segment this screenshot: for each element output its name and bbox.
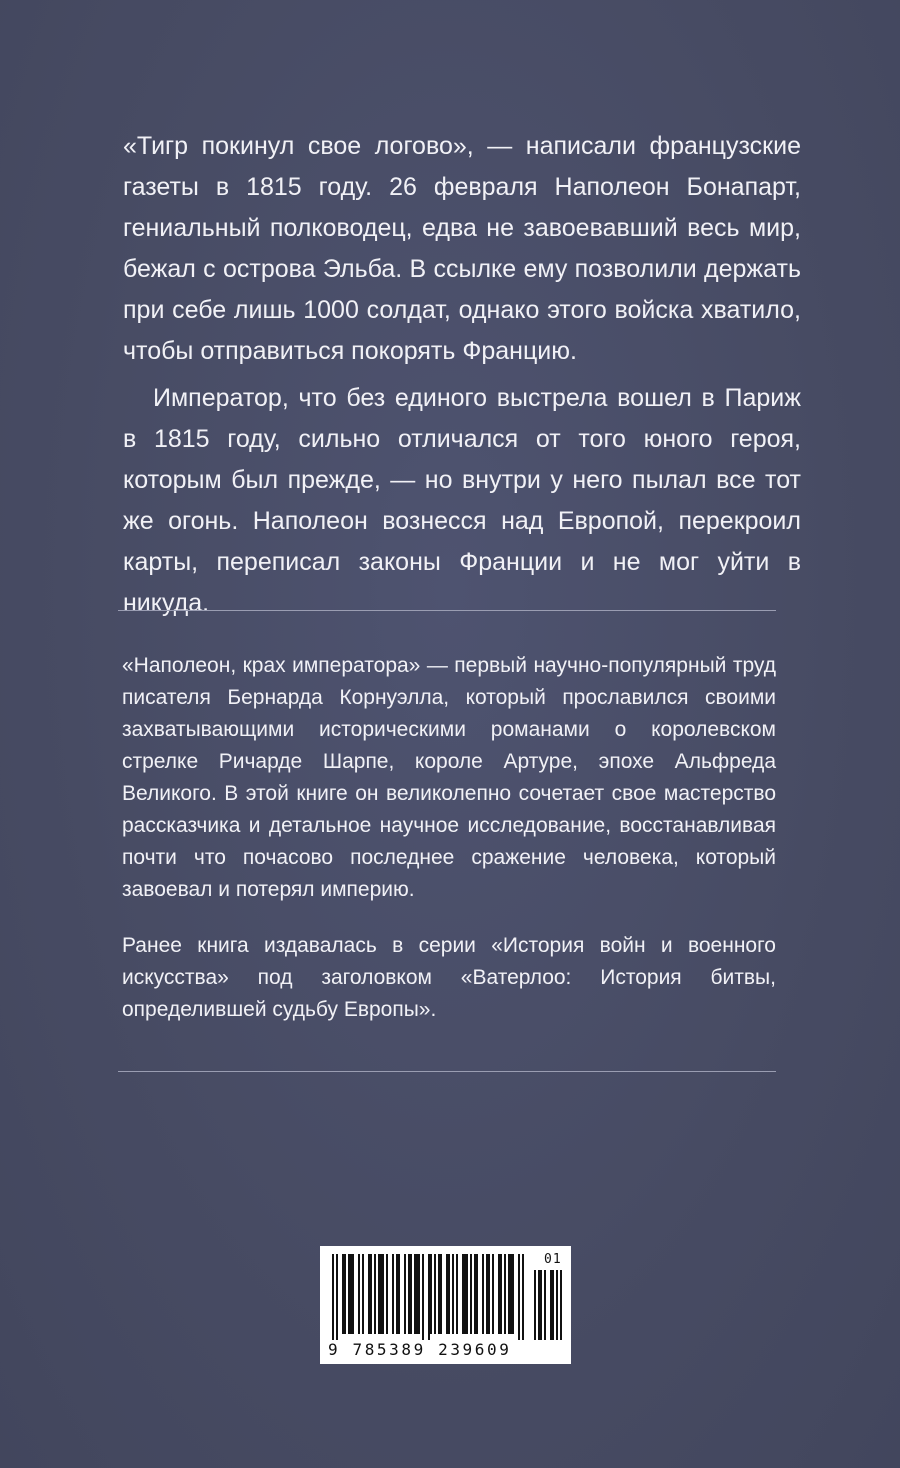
barcode-bar bbox=[474, 1254, 476, 1334]
barcode-bar bbox=[488, 1254, 490, 1334]
barcode-bar bbox=[396, 1254, 398, 1334]
barcode-bar bbox=[350, 1254, 352, 1334]
barcode-bar bbox=[482, 1254, 484, 1334]
barcode-bar bbox=[522, 1254, 524, 1340]
barcode-bar bbox=[342, 1254, 344, 1334]
barcode-bar bbox=[500, 1254, 502, 1334]
barcode-bar bbox=[348, 1254, 350, 1334]
barcode-addon-bar bbox=[550, 1270, 552, 1340]
barcode-bar bbox=[404, 1254, 406, 1334]
barcode-bar bbox=[504, 1254, 506, 1334]
intro-paragraph-1: «Тигр покинул свое логово», — написали французские газеты в 1815 году. 26 февраля Наполеон Бонапарт, гениальный полководец, едва не завоевавший весь мир, бежал с острова Эльба. В ссылке ему позволили держать при себе лишь 1000 солдат, однако этого войска хватило, чтобы отправиться покорять Францию. bbox=[123, 132, 801, 365]
barcode-bar bbox=[476, 1254, 478, 1334]
barcode-bar bbox=[418, 1254, 420, 1334]
barcode-bar bbox=[416, 1254, 418, 1334]
barcode-bar bbox=[378, 1254, 380, 1334]
barcode-bar bbox=[464, 1254, 466, 1334]
barcode-bar bbox=[358, 1254, 360, 1334]
divider-top bbox=[118, 610, 776, 611]
barcode-bar bbox=[456, 1254, 458, 1334]
barcode-addon-number: 01 bbox=[544, 1252, 562, 1267]
barcode-bar bbox=[440, 1254, 442, 1334]
barcode-addon-bar bbox=[552, 1270, 554, 1340]
barcode-bar bbox=[374, 1254, 376, 1334]
barcode-bar bbox=[382, 1254, 384, 1334]
barcode-bar bbox=[498, 1254, 500, 1334]
barcode-bar bbox=[422, 1254, 424, 1340]
barcode-bar bbox=[518, 1254, 520, 1340]
barcode-bar bbox=[392, 1254, 394, 1334]
barcode-bar bbox=[430, 1254, 432, 1334]
barcode-bar bbox=[408, 1254, 410, 1334]
barcode-bar bbox=[428, 1254, 430, 1340]
intro-text bbox=[123, 126, 801, 630]
barcode-bar bbox=[398, 1254, 400, 1334]
barcode-bar bbox=[386, 1254, 388, 1334]
barcode-bar bbox=[492, 1254, 494, 1334]
isbn-barcode bbox=[320, 1246, 571, 1364]
barcode-bar bbox=[410, 1254, 412, 1334]
barcode-bar bbox=[462, 1254, 464, 1334]
about-paragraph-2: Ранее книга издавалась в серии «История войн и военного искусства» под заголовком «Ватерлоо: История битвы, определившей судьбу Европы». bbox=[122, 934, 776, 1021]
intro-paragraph-2: Император, что без единого выстрела вошел в Париж в 1815 году, сильно отличался от того юного героя, которым был прежде, — но внутри у него пылал все тот же огонь. Наполеон вознесся над Европой, перекроил карты, переписал законы Франции и не мог уйти в никуда. bbox=[123, 384, 801, 617]
barcode-addon-bar bbox=[556, 1270, 558, 1340]
barcode-bar bbox=[446, 1254, 448, 1334]
barcode-bar bbox=[332, 1254, 334, 1340]
barcode-addon-bar bbox=[534, 1270, 536, 1340]
barcode-bar bbox=[368, 1254, 370, 1334]
barcode-addon-bar bbox=[560, 1270, 562, 1340]
barcode-addon-bar bbox=[540, 1270, 542, 1340]
barcode-bar bbox=[414, 1254, 416, 1334]
about-book-text bbox=[122, 650, 776, 1050]
divider-bottom bbox=[118, 1071, 776, 1072]
isbn-number: 9 785389 239609 bbox=[328, 1340, 512, 1359]
barcode-bar bbox=[362, 1254, 364, 1334]
barcode-bar bbox=[370, 1254, 372, 1334]
barcode-bar bbox=[448, 1254, 450, 1334]
barcode-bar bbox=[344, 1254, 346, 1334]
barcode-bar bbox=[352, 1254, 354, 1334]
barcode-bar bbox=[380, 1254, 382, 1334]
barcode-bar bbox=[486, 1254, 488, 1334]
about-paragraph-1: «Наполеон, крах императора» — первый научно-популярный труд писателя Бернарда Корнуэлла, который прославился своими захватывающими историческими романами о королевском стрелке Ричарде Шарпе, короле Артуре, эпохе Альфреда Великого. В этой книге он великолепно сочетает свое мастерство рассказчика и детальное научное исследование, восстанавливая почти что почасово последнее сражение человека, который завоевал и потерял империю. bbox=[122, 654, 776, 901]
barcode-addon-bar bbox=[538, 1270, 540, 1340]
barcode-bar bbox=[336, 1254, 338, 1340]
barcode-bar bbox=[434, 1254, 436, 1334]
barcode-bar bbox=[508, 1254, 510, 1334]
barcode-addon-bar bbox=[544, 1270, 546, 1340]
barcode-bar bbox=[470, 1254, 472, 1334]
barcode-bar bbox=[438, 1254, 440, 1334]
barcode-bar bbox=[452, 1254, 454, 1334]
barcode-bar bbox=[510, 1254, 512, 1334]
barcode-bar bbox=[512, 1254, 514, 1334]
barcode-bar bbox=[466, 1254, 468, 1334]
